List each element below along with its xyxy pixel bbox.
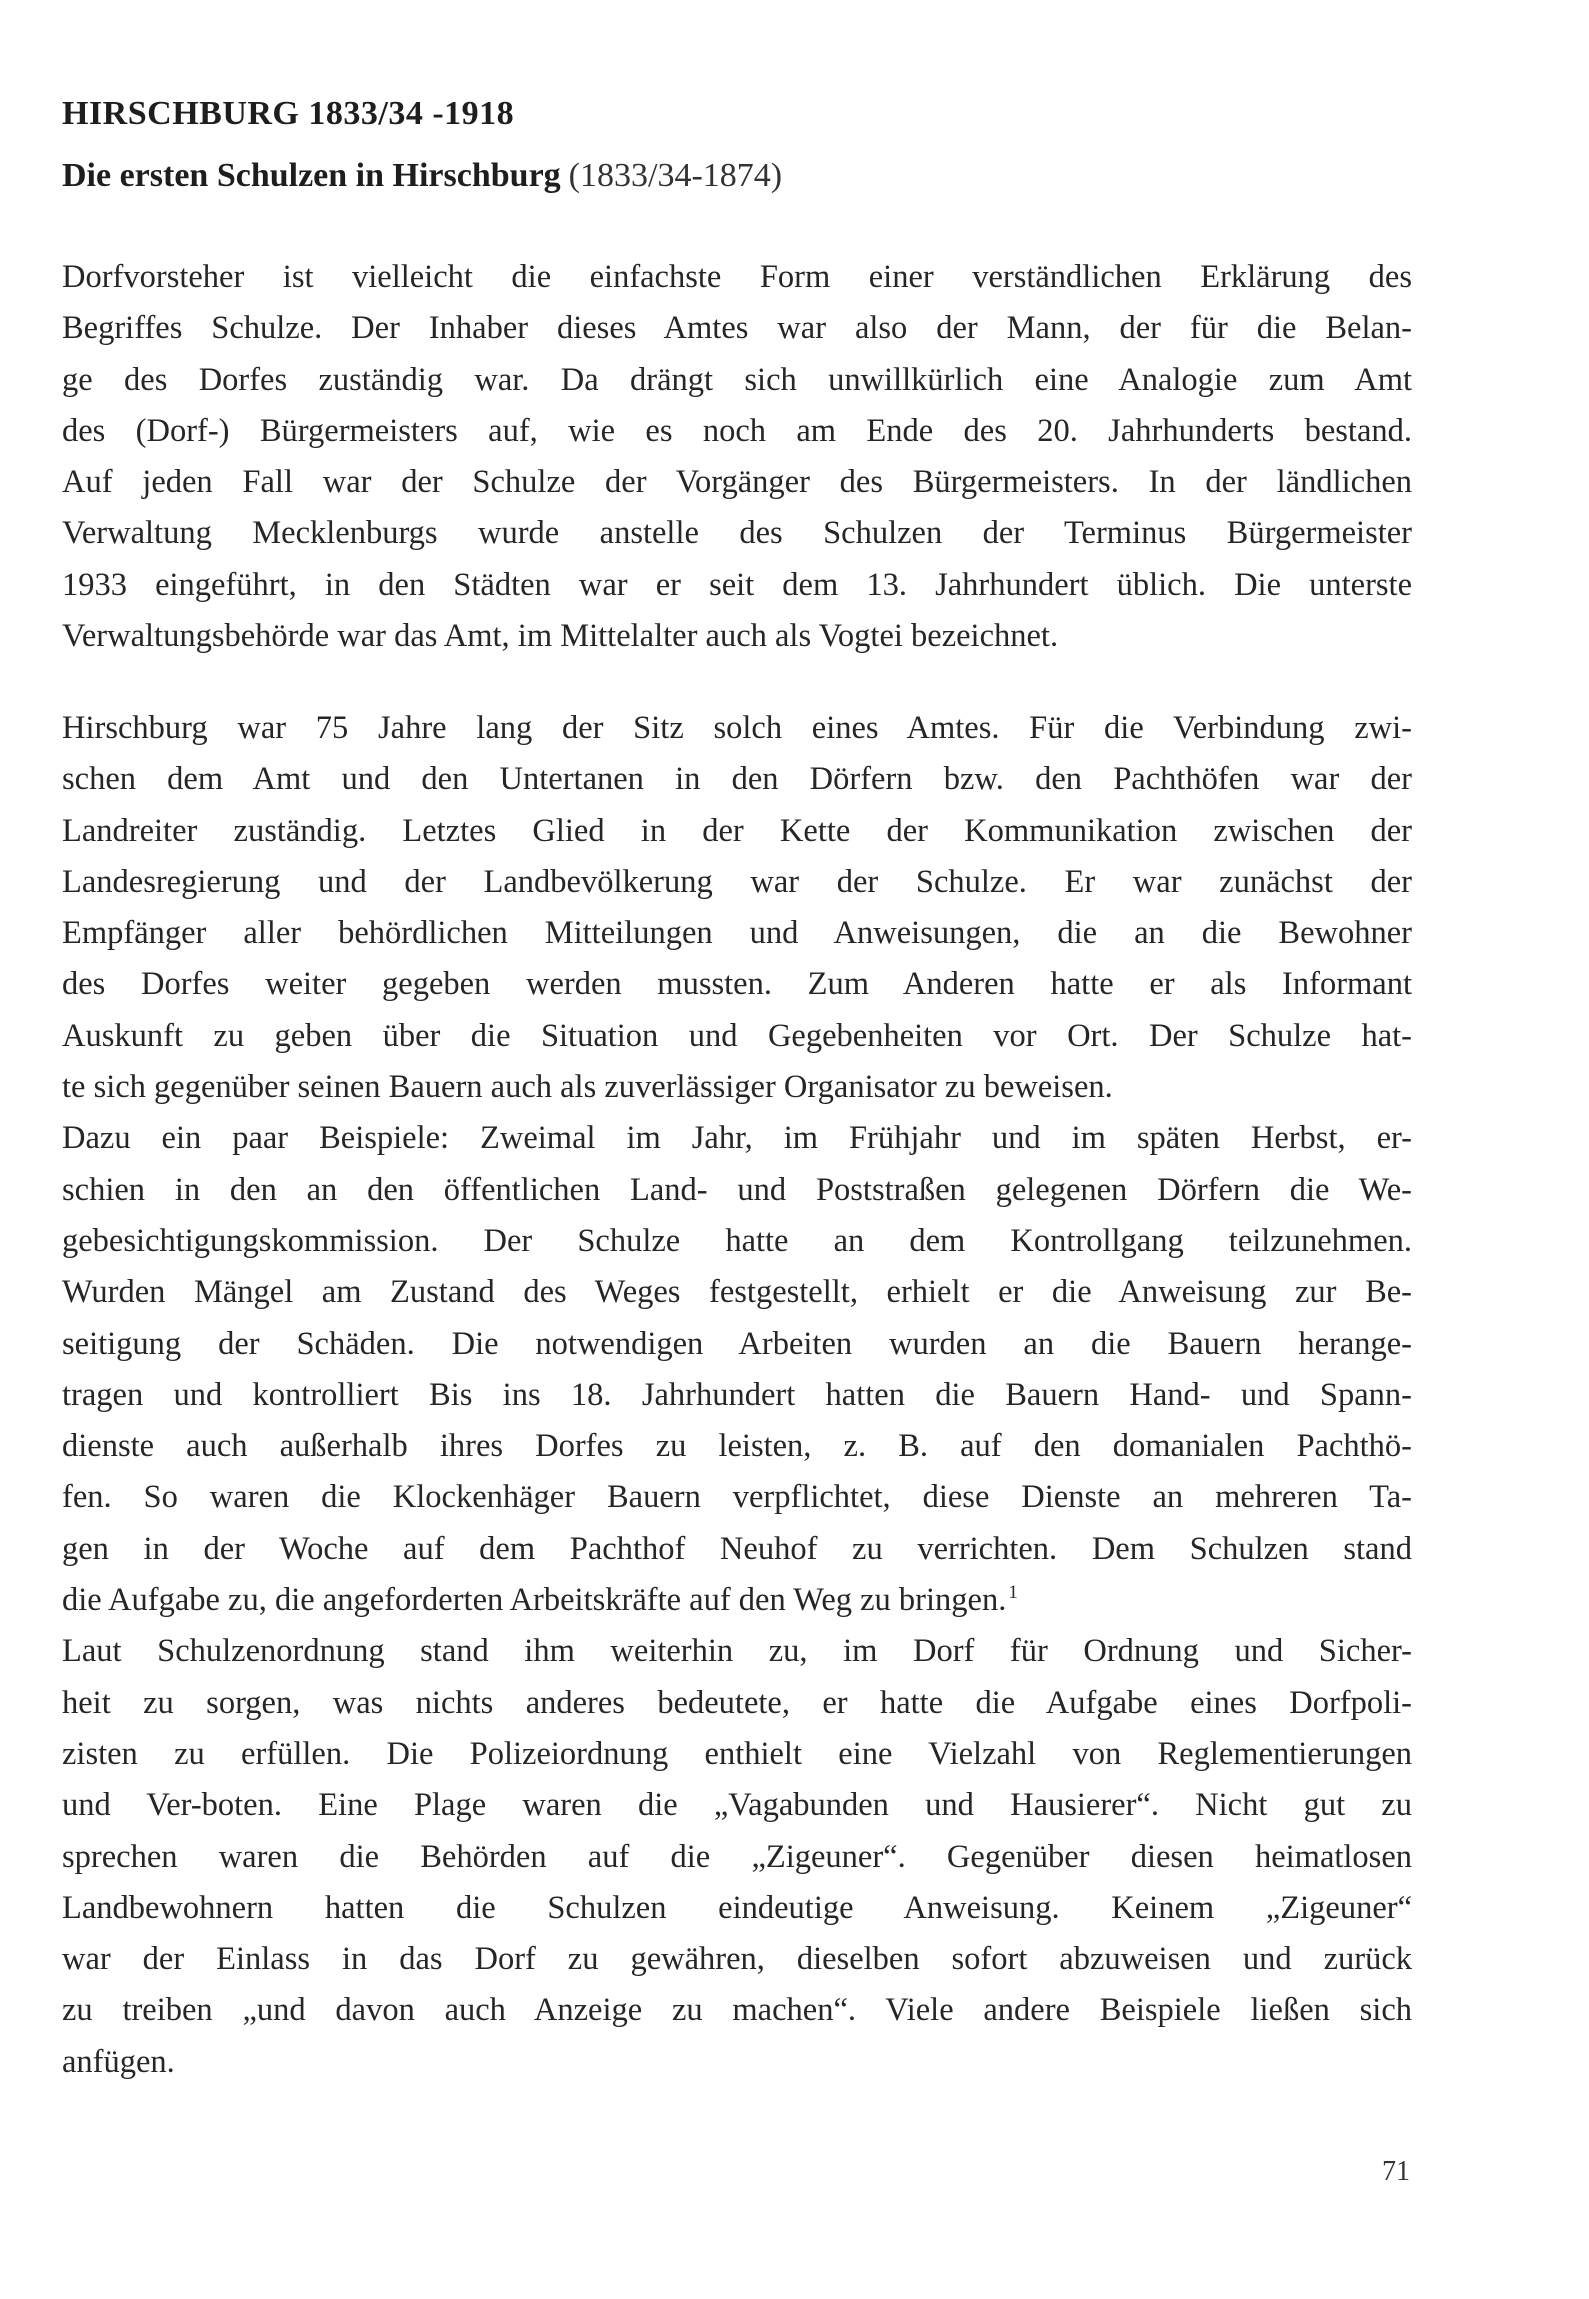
text-line: schen dem Amt und den Untertanen in den Dörfern bzw. den Pachthöfen war der xyxy=(62,761,1412,798)
text-line: zu treiben „und davon auch Anzeige zu machen“. Viele andere Beispiele ließen sich xyxy=(62,1992,1412,2029)
text-line: Landesregierung und der Landbevölkerung war der Schulze. Er war zunächst der xyxy=(62,863,1412,900)
text-line: sprechen waren die Behörden auf die „Zigeuner“. Gegenüber diesen heimatlosen xyxy=(62,1838,1412,1875)
text-line: des (Dorf-) Bürgermeisters auf, wie es noch am Ende des 20. Jahrhunderts bestand. xyxy=(62,412,1412,449)
text-line: zisten zu erfüllen. Die Polizeiordnung enthielt eine Vielzahl von Reglementierungen xyxy=(62,1735,1412,1772)
section-heading xyxy=(62,154,782,198)
text-line-with-footnote xyxy=(62,1575,1412,1626)
text-line: Wurden Mängel am Zustand des Weges festgestellt, erhielt er die Anweisung zur Be- xyxy=(62,1274,1412,1311)
text-line: ge des Dorfes zuständig war. Da drängt sich unwillkürlich eine Analogie zum Amt xyxy=(62,361,1412,398)
text-line: seitigung der Schäden. Die notwendigen Arbeiten wurden an die Bauern herange- xyxy=(62,1325,1412,1362)
text-line: schien in den an den öffentlichen Land- und Poststraßen gelegenen Dörfern die We- xyxy=(62,1171,1412,1208)
text-line: gen in der Woche auf dem Pachthof Neuhof zu verrichten. Dem Schulzen stand xyxy=(62,1530,1412,1567)
text-line: Begriffes Schulze. Der Inhaber dieses Amtes war also der Mann, der für die Belan- xyxy=(62,310,1412,347)
section-dates: (1833/34-1874) xyxy=(568,157,783,194)
page-number: 71 xyxy=(1382,2156,1410,2187)
footnote-marker: 1 xyxy=(1008,1582,1018,1604)
text-line: Laut Schulzenordnung stand ihm weiterhin zu, im Dorf für Ordnung und Sicher- xyxy=(62,1633,1412,1670)
text-line: Empfänger aller behördlichen Mitteilungen und Anweisungen, die an die Bewohner xyxy=(62,915,1412,952)
text-line: war der Einlass in das Dorf zu gewähren, dieselben sofort abzuweisen und zurück xyxy=(62,1941,1412,1978)
text-line: Auf jeden Fall war der Schulze der Vorgänger des Bürgermeisters. In der ländlichen xyxy=(62,464,1412,501)
text-line: Verwaltung Mecklenburgs wurde anstelle des Schulzen der Terminus Bürgermeister xyxy=(62,515,1412,552)
paragraph-2 xyxy=(62,703,1412,2088)
text-line: gebesichtigungskommission. Der Schulze hatte an dem Kontrollgang teilzunehmen. xyxy=(62,1222,1412,1259)
text-line: anfügen. xyxy=(62,2043,175,2080)
text-line: Dazu ein paar Beispiele: Zweimal im Jahr, im Frühjahr und im späten Herbst, er- xyxy=(62,1120,1412,1157)
text-line: fen. So waren die Klockenhäger Bauern verpflichtet, diese Dienste an mehreren Ta- xyxy=(62,1479,1412,1516)
text-line: heit zu sorgen, was nichts anderes bedeutete, er hatte die Aufgabe eines Dorfpoli- xyxy=(62,1684,1412,1721)
section-title: Die ersten Schulzen in Hirschburg xyxy=(62,157,561,194)
text-line: Dorfvorsteher ist vielleicht die einfachste Form einer verständlichen Erklärung des xyxy=(62,259,1412,295)
text-line-content: die Aufgabe zu, die angeforderten Arbeitskräfte auf den Weg zu bringen. xyxy=(62,1582,1007,1619)
text-line: tragen und kontrolliert Bis ins 18. Jahrhundert hatten die Bauern Hand- und Spann- xyxy=(62,1376,1412,1413)
text-line: dienste auch außerhalb ihres Dorfes zu leisten, z. B. auf den domanialen Pachthö- xyxy=(62,1428,1412,1465)
text-line: Verwaltungsbehörde war das Amt, im Mittelalter auch als Vogtei bezeichnet. xyxy=(62,618,1059,655)
text-line: und Ver-boten. Eine Plage waren die „Vagabunden und Hausierer“. Nicht gut zu xyxy=(62,1787,1412,1824)
paragraph-1 xyxy=(62,252,1412,662)
text-line: Hirschburg war 75 Jahre lang der Sitz solch eines Amtes. Für die Verbindung zwi- xyxy=(62,710,1412,746)
text-line: te sich gegenüber seinen Bauern auch als zuverlässiger Organisator zu beweisen. xyxy=(62,1069,1113,1106)
text-line: 1933 eingeführt, in den Städten war er seit dem 13. Jahrhundert üblich. Die unterste xyxy=(62,566,1412,603)
text-line: Landbewohnern hatten die Schulzen eindeutige Anweisung. Keinem „Zigeuner“ xyxy=(62,1889,1412,1926)
text-line: Landreiter zuständig. Letztes Glied in der Kette der Kommunikation zwischen der xyxy=(62,812,1412,849)
text-line: Auskunft zu geben über die Situation und Gegebenheiten vor Ort. Der Schulze hat- xyxy=(62,1017,1412,1054)
chapter-title: HIRSCHBURG 1833/34 -1918 xyxy=(62,95,515,132)
text-line: des Dorfes weiter gegeben werden mussten. Zum Anderen hatte er als Informant xyxy=(62,966,1412,1003)
